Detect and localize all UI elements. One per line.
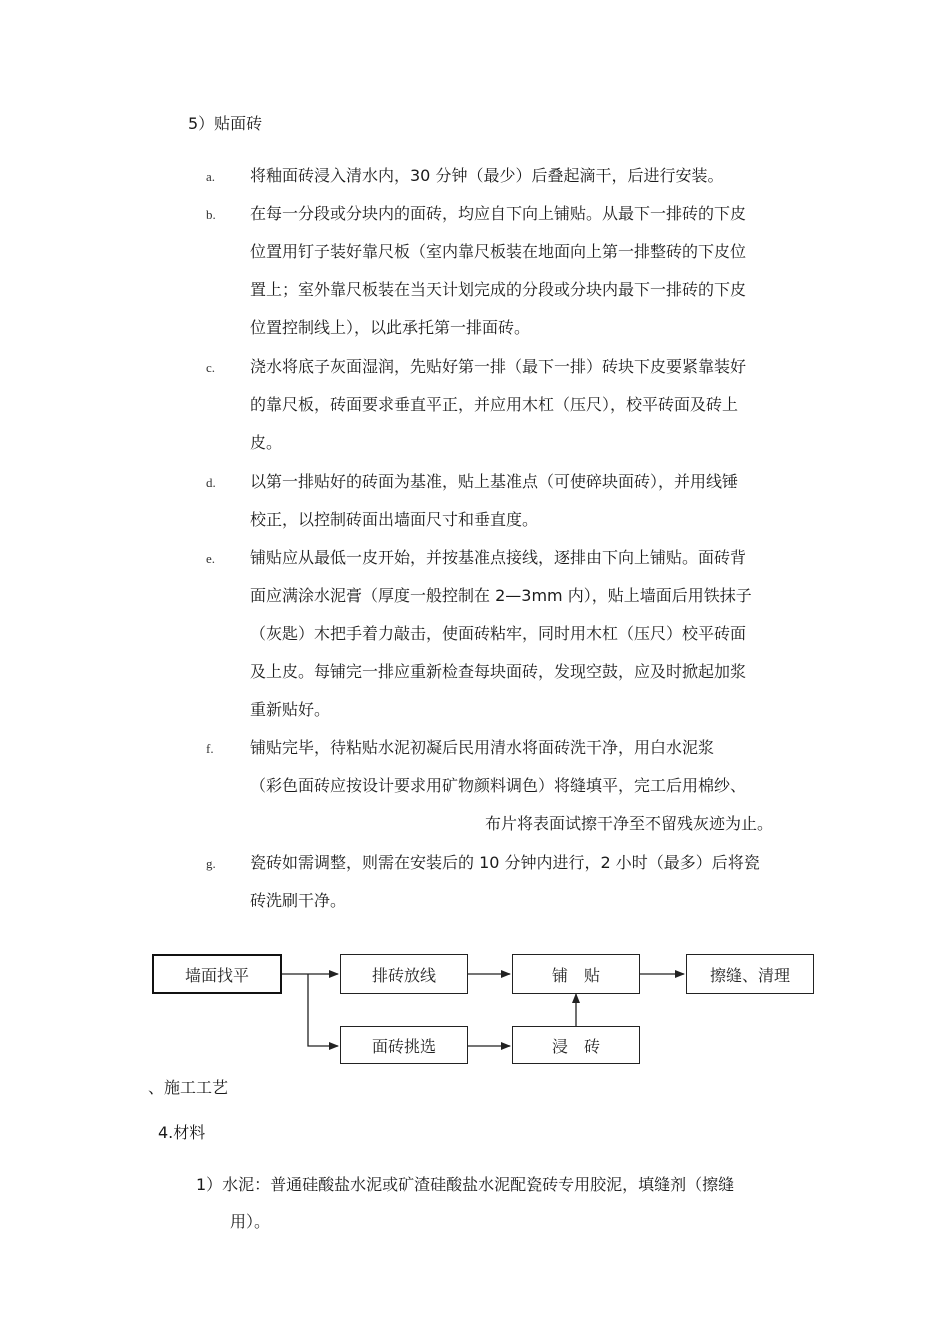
item-e-line-5: 重新贴好。 xyxy=(250,700,331,719)
item-c-line-3: 皮。 xyxy=(250,433,283,452)
item-d-line-2: 校正，以控制砖面出墙面尺寸和垂直度。 xyxy=(250,510,539,529)
item-g-line-1: 瓷砖如需调整，则需在安装后的 10 分钟内进行，2 小时（最多）后将瓷 xyxy=(250,853,760,872)
item-e-line-1: 铺贴应从最低一皮开始，并按基准点接线，逐排由下向上铺贴。面砖背 xyxy=(250,548,747,567)
item-b-line-4: 位置控制线上），以此承托第一排面砖。 xyxy=(250,318,531,337)
flow-box-layout: 排砖放线 xyxy=(340,954,468,994)
item-d-letter: d. xyxy=(206,475,216,490)
item-a-letter: a. xyxy=(206,169,216,184)
section-heading: 5）贴面砖 xyxy=(188,114,263,133)
item-f-letter: f. xyxy=(206,741,214,756)
item-g-letter: g. xyxy=(206,856,216,871)
item-g-line-2: 砖洗刷干净。 xyxy=(250,891,347,910)
materials-item-line-1: 1）水泥：普通硅酸盐水泥或矿渣硅酸盐水泥配瓷砖专用胶泥，填缝剂（擦缝 xyxy=(196,1175,735,1194)
arrow-level-to-select xyxy=(308,974,338,1046)
item-e-line-3: （灰匙）木把手着力敲击，使面砖粘牢，同时用木杠（压尺）校平砖面 xyxy=(250,624,747,643)
item-c-line-1: 浇水将底子灰面湿润，先贴好第一排（最下一排）砖块下皮要紧靠装好 xyxy=(250,357,747,376)
item-b-line-3: 置上；室外靠尺板装在当天计划完成的分段或分块内最下一排砖的下皮 xyxy=(250,280,747,299)
item-a-line-1: 将釉面砖浸入清水内，30 分钟（最少）后叠起滴干，后进行安装。 xyxy=(250,166,724,185)
item-c-letter: c. xyxy=(206,360,216,375)
flow-box-soak: 浸 砖 xyxy=(512,1026,640,1064)
item-b-letter: b. xyxy=(206,207,216,222)
item-f-line-3: 布片将表面试擦干净至不留残灰迹为止。 xyxy=(485,814,774,833)
item-b-line-2: 位置用钉子装好靠尺板（室内靠尺板装在地面向上第一排整砖的下皮位 xyxy=(250,242,747,261)
flow-box-paste: 铺 贴 xyxy=(512,954,640,994)
flow-box-select: 面砖挑选 xyxy=(340,1026,468,1064)
item-e-line-4: 及上皮。每铺完一排应重新检查每块面砖，发现空鼓，应及时掀起加浆 xyxy=(250,662,747,681)
materials-item-line-2: 用）。 xyxy=(230,1212,271,1231)
flow-box-level: 墙面找平 xyxy=(152,954,282,994)
flow-box-clean: 擦缝、清理 xyxy=(686,954,814,994)
process-heading: 、施工工艺 xyxy=(148,1078,229,1097)
item-e-line-2: 面应满涂水泥膏（厚度一般控制在 2—3mm 内），贴上墙面后用铁抹子 xyxy=(250,586,752,605)
item-f-line-2: （彩色面砖应按设计要求用矿物颜料调色）将缝填平，完工后用棉纱、 xyxy=(250,776,747,795)
item-e-letter: e. xyxy=(206,551,216,566)
item-f-line-1: 铺贴完毕，待粘贴水泥初凝后民用清水将面砖洗干净，用白水泥浆 xyxy=(250,738,715,757)
item-c-line-2: 的靠尺板，砖面要求垂直平正，并应用木杠（压尺），校平砖面及砖上 xyxy=(250,395,739,414)
materials-heading: 4.材料 xyxy=(158,1123,206,1142)
item-b-line-1: 在每一分段或分块内的面砖，均应自下向上铺贴。从最下一排砖的下皮 xyxy=(250,204,747,223)
item-d-line-1: 以第一排贴好的砖面为基准，贴上基准点（可使碎块面砖），并用线锤 xyxy=(250,472,739,491)
